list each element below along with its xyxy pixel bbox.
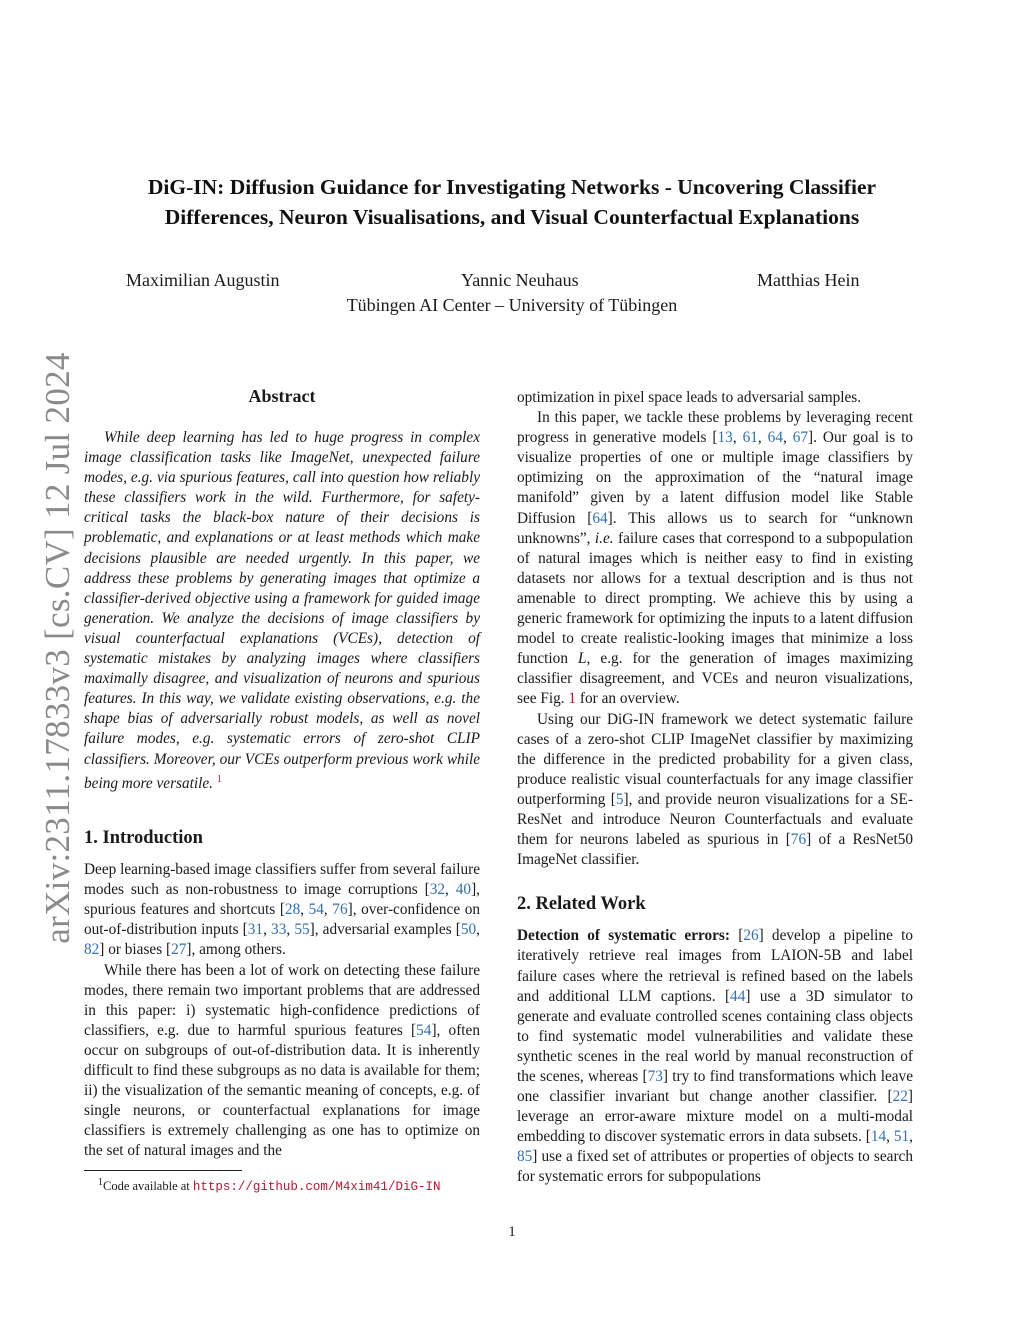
citation-link[interactable]: 14 [870,1128,887,1146]
figure-link[interactable]: 1 [568,690,577,708]
related-work-heading: 2. Related Work [517,894,646,915]
citation-link[interactable]: 67 [792,429,809,447]
citation-link[interactable]: 22 [892,1088,908,1106]
author-1: Maximilian Augustin [126,270,280,290]
introduction-section [84,828,480,1162]
right-paragraph-1: In this paper, we tackle these problems by leveraging recent progress in generative models [13, 61, 64, 67]. Our goal is to visualize properties of one or multiple image classifiers by optimizing on the approximation of the “natural image manifold” given by a latent diffusion model like Stable Diffusion [64]. This allows us to search for “unknown unknowns”, i.e. failure cases that correspond to a subpopulation of natural images which is neither easy to find in existing datasets nor allows for a textual description and is thus not amenable to direct prompting. We achieve this by using a generic framework for optimizing the inputs to a latent diffusion model to create realistic-looking images that minimize a loss function L, e.g. for the generation of images maximizing classifier disagreement, and VCEs and neuron visualizations, see Fig. 1 for an overview. [517,409,913,708]
citation-link[interactable]: 61 [742,429,758,447]
abstract-text: While deep learning has led to huge progress in complex image classification tasks like ImageNet, unexpected failure modes, e.g. via spurious features, call into question how reliably these classifiers work in the wild. Furthermore, for safety-critical tasks the black-box nature of their decisions is problematic, and explanations or at least methods which make decisions plausible are needed urgently. In this paper, we address these problems by generating images that optimize a classifier-derived objective using a framework for guided image generation. We analyze the decisions of image classifiers by visual counterfactual explanations (VCEs), detection of systematic mistakes by analyzing images where classifiers maximally disagree, and visualization of neurons and spurious features. In this way, we validate existing observations, e.g. the shape bias of adversarially robust models, as well as novel failure modes, e.g. systematic errors of zero-shot CLIP classifiers. Moreover, our VCEs outperform previous work while being more versatile. [84,429,480,792]
citation-link[interactable]: 31 [247,921,264,939]
introduction-heading: 1. Introduction [84,828,203,848]
citation-link[interactable]: 82 [84,941,100,959]
citation-link[interactable]: 55 [294,921,310,939]
citation-link[interactable]: 5 [615,790,624,808]
citation-link[interactable]: 73 [647,1068,663,1085]
page-number: 1 [508,1224,516,1240]
affiliation: Tübingen AI Center – University of Tübingen [346,295,678,315]
footnote-rule [84,1170,242,1171]
citation-link[interactable]: 40 [455,881,472,899]
citation-link[interactable]: 54 [416,1021,432,1039]
abstract-body [84,428,480,794]
citation-link[interactable]: 64 [767,429,783,447]
citation-link[interactable]: 32 [429,881,446,899]
citation-link[interactable]: 54 [308,901,324,919]
arxiv-identifier: arXiv:2311.17833v3 [cs.CV] 12 Jul 2024 [38,352,77,944]
right-paragraph-2: Using our DiG-IN framework we detect systematic failure cases of a zero-shot CLIP ImageNet classifier by maximizing the difference in the predicted probability for a given class, produce realistic visual counterfactuals for any image classifier outperforming [5], and provide neuron visualizations for a SE-ResNet and introduce Neuron Counterfactuals and evaluate them for neurons labeled as spurious in [76] of a ResNet50 ImageNet classifier. [517,710,913,869]
citation-link[interactable]: 28 [284,901,301,919]
footnote: $^1$Code available at https://github.com/M4xim41/DiG-IN [98,1177,441,1195]
citation-link[interactable]: 50 [460,921,477,939]
author-2: Yannic Neuhaus [461,270,579,290]
intro-paragraph-2: While there has been a lot of work on detecting these failure modes, there remain two important problems that are addressed in this paper: i) systematic high-confidence predictions of classifiers, e.g. due to harmful spurious features [54], often occur on subgroups of out-of-distribution data. It is inherently difficult to find these subgroups as no data is available for them; ii) the visualization of the semantic meaning of concepts, e.g. of single neurons, or counterfactual explanations for image classifiers is extremely challenging as one has to optimize on the set of natural images and the [84,961,480,1160]
citation-link[interactable]: 51 [893,1128,910,1146]
citation-link[interactable]: 27 [171,941,187,959]
citation-link[interactable]: 85 [517,1148,533,1166]
citation-link[interactable]: 26 [743,927,759,945]
abstract-heading: Abstract [248,386,316,406]
related-work-paragraph: Detection of systematic errors: [26] develop a pipeline to iteratively retrieve real images from LAION-5B and label failure cases where the retrieval is refined based on the labels and additional LLM captions. [44] use a 3D simulator to generate and evaluate controlled scenes containing class objects to find systematic model vulnerabilities and validate these synthetic scenes in the real world by manual reconstruction of the scenes, whereas [73] try to find transformations which leave one classifier invariant but change another classifier. [22] leverage an error-aware mixture model on a multi-modal embedding to discover systematic errors in data subsets. [14, 51, 85] use a fixed set of attributes or properties of objects to search for systematic errors for subpopulations [517,927,914,1186]
footnote-link[interactable]: 1 [216,773,222,785]
code-url-link[interactable]: https://github.com/M4xim41/DiG-IN [192,1180,441,1195]
title-line-2: Differences, Neuron Visualisations, and Visual Counterfactual Explanations [164,205,860,229]
intro-paragraph-1: Deep learning-based image classifiers suffer from several failure modes such as non-robustness to image corruptions [32, 40], spurious features and shortcuts [28, 54, 76], over-confidence on out-of-distribution inputs [31, 33, 55], adversarial examples [50, 82] or biases [27], among others. [84,861,480,959]
right-paragraph-0: optimization in pixel space leads to adversarial samples. [517,389,862,406]
citation-link[interactable]: 13 [717,429,733,447]
author-3: Matthias Hein [757,270,860,290]
citation-link[interactable]: 64 [592,509,608,527]
citation-link[interactable]: 44 [730,987,746,1005]
citation-link[interactable]: 76 [332,901,348,919]
paper-title [80,172,944,232]
citation-link[interactable]: 33 [271,921,287,939]
right-column [517,388,913,1188]
citation-link[interactable]: 76 [790,831,807,849]
title-line-1: DiG-IN: Diffusion Guidance for Investigating Networks - Uncovering Classifier [147,175,877,199]
